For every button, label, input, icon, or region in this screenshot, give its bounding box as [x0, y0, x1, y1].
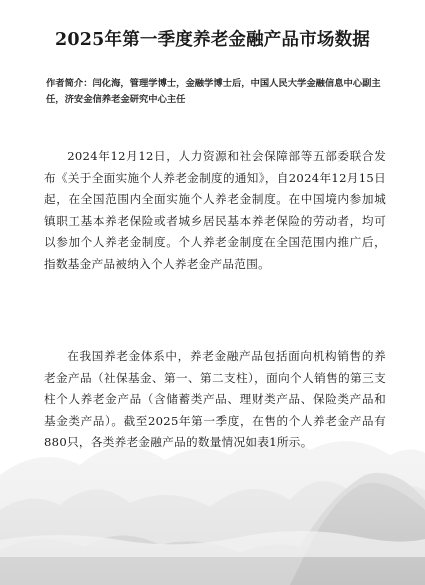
author-intro: 作者简介：闫化海，管理学博士，金融学博士后，中国人民大学金融信息中心副主任，济安金信养老金研究中心主任: [46, 78, 381, 105]
body-paragraph-1: 2024年12月12日，人力资源和社会保障部等五部委联合发布《关于全面实施个人养老金制度的通知》，自2024年12月15日起，在全国范围内全面实施个人养老金制度。在中国境内参加城镇职工基本养老保险或者城乡居民基本养老保险的劳动者，均可以参加个人养老金制度。个人养老金制度在全国范围内推广后，指数基金产品被纳入个人养老金产品范围。: [44, 149, 386, 271]
body-paragraph-2: 在我国养老金体系中，养老金融产品包括面向机构销售的养老金产品（社保基金、第一、第二支柱），面向个人销售的第三支柱个人养老金产品（含储蓄类产品、理财类产品、保险类产品和基金类产品）。截至2025年第一季度，在售的个人养老金产品有880只，各类养老金融产品的数量情况如表1所示。: [44, 349, 386, 450]
article-title: 2025年第一季度养老金融产品市场数据: [54, 30, 370, 50]
